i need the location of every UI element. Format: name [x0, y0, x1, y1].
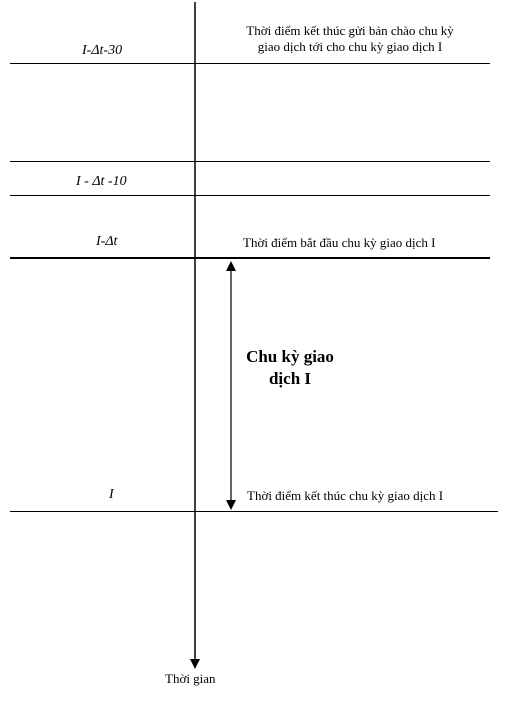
marker-note-m4: Thời điểm kết thúc chu kỳ giao dịch I: [247, 488, 444, 503]
marker-label-m3: I-Δt: [96, 234, 118, 249]
time-axis-label: Thời gian: [165, 671, 216, 686]
marker-label-m1: I-Δt-30: [82, 43, 123, 58]
marker-label-m2: I - Δt -10: [76, 174, 127, 189]
cycle-title-line2: dịch I: [268, 369, 312, 388]
marker-note-m1-line2: giao dịch tới cho chu kỳ giao dịch I: [257, 39, 443, 54]
cycle-title-line1: Chu kỳ giao: [246, 347, 334, 366]
marker-label-m4: I: [109, 487, 114, 502]
marker-note-m3: Thời điểm bắt đầu chu kỳ giao dịch I: [243, 235, 436, 250]
marker-note-m1-line1: Thời điểm kết thúc gửi bản chào chu kỳ: [246, 23, 454, 38]
